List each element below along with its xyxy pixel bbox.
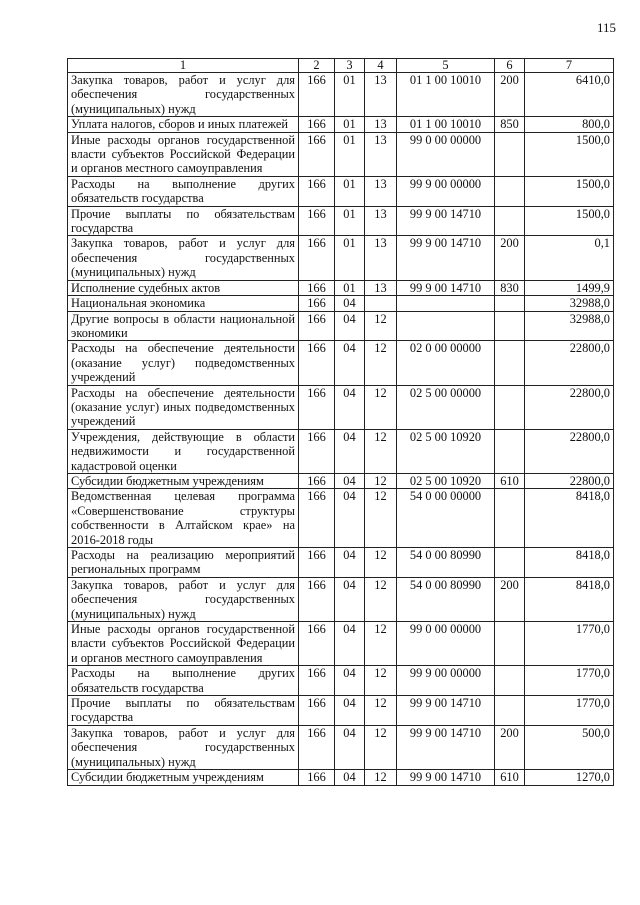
section-code: 04 [335,385,365,429]
expense-type-code [495,489,525,548]
table-row [68,770,614,785]
target-article-code: 54 0 00 80990 [397,548,495,578]
expense-type-code: 610 [495,770,525,785]
section-code: 01 [335,280,365,295]
row-name: Учреждения, действующие в области недвижимости и государственной кадастровой оценки [68,429,299,473]
amount: 22800,0 [525,473,614,488]
expense-type-code: 830 [495,280,525,295]
row-name: Национальная экономика [68,296,299,311]
table-row [68,236,614,280]
subsection-code: 12 [365,770,397,785]
target-article-code: 99 9 00 00000 [397,176,495,206]
expense-type-code [495,296,525,311]
section-code: 04 [335,429,365,473]
ministry-code: 166 [299,296,335,311]
amount: 22800,0 [525,385,614,429]
column-header: 6 [495,59,525,73]
target-article-code: 99 9 00 14710 [397,696,495,726]
ministry-code: 166 [299,176,335,206]
section-code: 04 [335,622,365,666]
table-row [68,73,614,117]
subsection-code: 13 [365,73,397,117]
ministry-code: 166 [299,770,335,785]
subsection-code: 12 [365,725,397,769]
table-row [68,548,614,578]
target-article-code: 01 1 00 10010 [397,73,495,117]
amount: 8418,0 [525,489,614,548]
column-header: 7 [525,59,614,73]
target-article-code: 99 0 00 00000 [397,132,495,176]
section-code: 04 [335,725,365,769]
section-code: 04 [335,473,365,488]
ministry-code: 166 [299,696,335,726]
column-header: 1 [68,59,299,73]
row-name: Иные расходы органов государственной власти субъектов Российской Федерации и органов местного самоуправления [68,622,299,666]
row-name: Другие вопросы в области национальной экономики [68,311,299,341]
ministry-code: 166 [299,132,335,176]
section-code: 01 [335,117,365,132]
target-article-code [397,311,495,341]
expense-type-code [495,132,525,176]
section-code: 01 [335,206,365,236]
section-code: 04 [335,666,365,696]
table-row [68,117,614,132]
section-code: 04 [335,548,365,578]
expense-type-code [495,176,525,206]
amount: 6410,0 [525,73,614,117]
section-code: 01 [335,132,365,176]
row-name: Расходы на выполнение других обязательств государства [68,176,299,206]
subsection-code: 13 [365,280,397,295]
subsection-code: 12 [365,429,397,473]
section-code: 04 [335,696,365,726]
ministry-code: 166 [299,341,335,385]
expense-type-code [495,429,525,473]
table-row [68,296,614,311]
target-article-code: 99 9 00 14710 [397,770,495,785]
section-code: 04 [335,311,365,341]
amount: 500,0 [525,725,614,769]
row-name: Прочие выплаты по обязательствам государства [68,206,299,236]
table-row [68,206,614,236]
expense-type-code [495,341,525,385]
subsection-code: 13 [365,176,397,206]
target-article-code: 02 5 00 10920 [397,429,495,473]
row-name: Исполнение судебных актов [68,280,299,295]
table-row [68,473,614,488]
table-row [68,725,614,769]
ministry-code: 166 [299,280,335,295]
expense-type-code [495,696,525,726]
table-row [68,132,614,176]
column-header: 4 [365,59,397,73]
row-name: Закупка товаров, работ и услуг для обеспечения государственных (муниципальных) нужд [68,236,299,280]
target-article-code: 99 9 00 14710 [397,280,495,295]
target-article-code: 02 0 00 00000 [397,341,495,385]
row-name: Иные расходы органов государственной власти субъектов Российской Федерации и органов местного самоуправления [68,132,299,176]
expense-type-code [495,622,525,666]
subsection-code: 12 [365,666,397,696]
subsection-code: 12 [365,311,397,341]
table-row [68,280,614,295]
amount: 0,1 [525,236,614,280]
section-code: 04 [335,770,365,785]
amount: 32988,0 [525,296,614,311]
ministry-code: 166 [299,385,335,429]
amount: 1770,0 [525,696,614,726]
table-row [68,696,614,726]
table-row [68,622,614,666]
section-code: 04 [335,489,365,548]
amount: 32988,0 [525,311,614,341]
row-name: Закупка товаров, работ и услуг для обеспечения государственных (муниципальных) нужд [68,725,299,769]
budget-table [67,58,614,786]
section-code: 04 [335,296,365,311]
ministry-code: 166 [299,489,335,548]
table-row [68,666,614,696]
amount: 8418,0 [525,577,614,621]
expense-type-code [495,548,525,578]
page-number: 115 [596,20,616,35]
subsection-code: 13 [365,206,397,236]
subsection-code: 12 [365,473,397,488]
header-row [68,59,614,73]
subsection-code [365,296,397,311]
table-row [68,341,614,385]
expense-type-code [495,385,525,429]
target-article-code: 99 9 00 14710 [397,725,495,769]
subsection-code: 13 [365,117,397,132]
target-article-code: 99 9 00 14710 [397,206,495,236]
target-article-code [397,296,495,311]
amount: 1770,0 [525,622,614,666]
row-name: Расходы на реализацию мероприятий региональных программ [68,548,299,578]
expense-type-code: 200 [495,577,525,621]
target-article-code: 02 5 00 10920 [397,473,495,488]
row-name: Расходы на обеспечение деятельности (оказание услуг) иных подведомственных учреждений [68,385,299,429]
row-name: Субсидии бюджетным учреждениям [68,473,299,488]
amount: 22800,0 [525,341,614,385]
table-row [68,385,614,429]
ministry-code: 166 [299,236,335,280]
ministry-code: 166 [299,117,335,132]
subsection-code: 12 [365,341,397,385]
row-name: Закупка товаров, работ и услуг для обеспечения государственных (муниципальных) нужд [68,73,299,117]
section-code: 04 [335,577,365,621]
expense-type-code [495,206,525,236]
target-article-code: 99 9 00 14710 [397,236,495,280]
subsection-code: 13 [365,236,397,280]
expense-type-code: 200 [495,73,525,117]
subsection-code: 12 [365,696,397,726]
section-code: 01 [335,176,365,206]
expense-type-code [495,666,525,696]
amount: 22800,0 [525,429,614,473]
subsection-code: 12 [365,385,397,429]
row-name: Расходы на обеспечение деятельности (оказание услуг) подведомственных учреждений [68,341,299,385]
table-row [68,311,614,341]
amount: 1499,9 [525,280,614,295]
section-code: 04 [335,341,365,385]
ministry-code: 166 [299,666,335,696]
row-name: Закупка товаров, работ и услуг для обеспечения государственных (муниципальных) нужд [68,577,299,621]
column-header: 5 [397,59,495,73]
row-name: Расходы на выполнение других обязательств государства [68,666,299,696]
ministry-code: 166 [299,725,335,769]
ministry-code: 166 [299,473,335,488]
amount: 1500,0 [525,206,614,236]
section-code: 01 [335,236,365,280]
target-article-code: 99 0 00 00000 [397,622,495,666]
subsection-code: 13 [365,132,397,176]
expense-type-code: 610 [495,473,525,488]
expense-type-code: 200 [495,236,525,280]
expense-type-code [495,311,525,341]
ministry-code: 166 [299,429,335,473]
amount: 1500,0 [525,176,614,206]
amount: 1770,0 [525,666,614,696]
amount: 8418,0 [525,548,614,578]
subsection-code: 12 [365,548,397,578]
section-code: 01 [335,73,365,117]
target-article-code: 54 0 00 80990 [397,577,495,621]
row-name: Субсидии бюджетным учреждениям [68,770,299,785]
table-row [68,176,614,206]
row-name: Уплата налогов, сборов и иных платежей [68,117,299,132]
column-header: 3 [335,59,365,73]
table-row [68,577,614,621]
ministry-code: 166 [299,206,335,236]
target-article-code: 99 9 00 00000 [397,666,495,696]
amount: 800,0 [525,117,614,132]
target-article-code: 01 1 00 10010 [397,117,495,132]
subsection-code: 12 [365,489,397,548]
target-article-code: 54 0 00 00000 [397,489,495,548]
ministry-code: 166 [299,311,335,341]
ministry-code: 166 [299,577,335,621]
row-name: Прочие выплаты по обязательствам государства [68,696,299,726]
target-article-code: 02 5 00 00000 [397,385,495,429]
table-row [68,429,614,473]
table-row [68,489,614,548]
amount: 1500,0 [525,132,614,176]
ministry-code: 166 [299,622,335,666]
subsection-code: 12 [365,622,397,666]
expense-type-code: 850 [495,117,525,132]
ministry-code: 166 [299,73,335,117]
amount: 1270,0 [525,770,614,785]
row-name: Ведомственная целевая программа «Совершенствование структуры собственности в Алтайском крае» на 2016-2018 годы [68,489,299,548]
ministry-code: 166 [299,548,335,578]
expense-type-code: 200 [495,725,525,769]
subsection-code: 12 [365,577,397,621]
column-header: 2 [299,59,335,73]
